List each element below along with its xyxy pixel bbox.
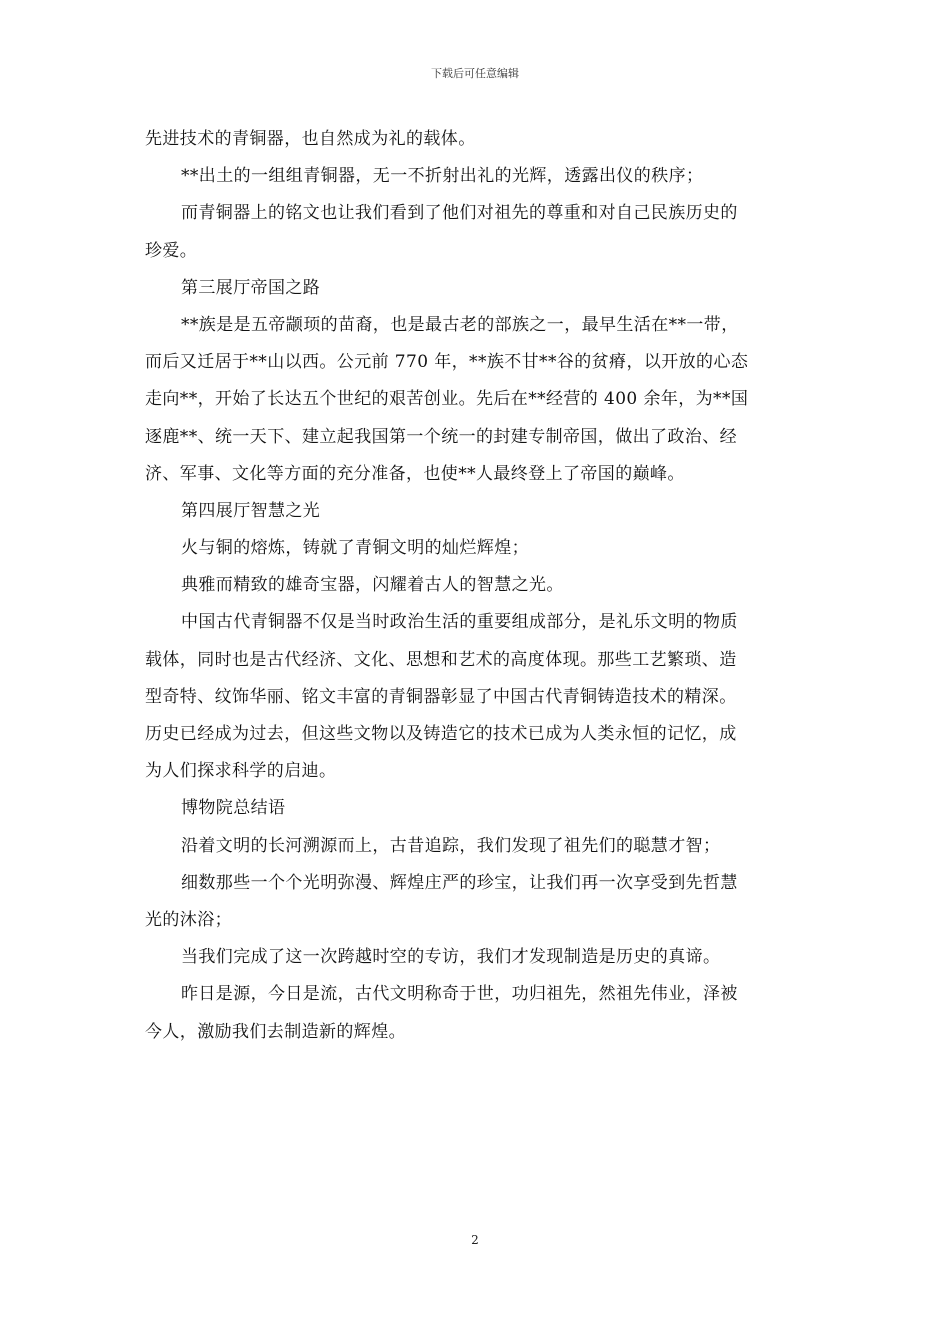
- text-line: 而青铜器上的铭文也让我们看到了他们对祖先的尊重和对自己民族历史的: [181, 203, 738, 224]
- text-line: 而后又迁居于**山以西。公元前 770 年，**族不甘**谷的贫瘠，以开放的心态: [145, 352, 749, 373]
- section-heading: 博物院总结语: [181, 798, 286, 819]
- text-line: 当我们完成了这一次跨越时空的专访，我们才发现制造是历史的真谛。: [181, 947, 721, 968]
- text-line: 今人，激励我们去制造新的辉煌。: [145, 1021, 406, 1042]
- text-line: 细数那些一个个光明弥漫、辉煌庄严的珍宝，让我们再一次享受到先哲慧: [181, 872, 738, 893]
- text-line: 型奇特、纹饰华丽、铭文丰富的青铜器彰显了中国古代青铜铸造技术的精深。: [145, 686, 737, 707]
- section-heading: 第三展厅帝国之路: [181, 277, 321, 298]
- page-number: 2: [471, 1233, 479, 1247]
- text-line: 中国古代青铜器不仅是当时政治生活的重要组成部分，是礼乐文明的物质: [181, 612, 738, 633]
- text-line: 走向**，开始了长达五个世纪的艰苦创业。先后在**经营的 400 余年，为**国: [145, 389, 749, 410]
- text-line: 先进技术的青铜器，也自然成为礼的载体。: [145, 129, 476, 149]
- document-body: [145, 121, 807, 1051]
- text-line: 光的沐浴；: [145, 909, 232, 930]
- text-line: **出土的一组组青铜器，无一不折射出礼的光辉，透露出仪的秩序；: [181, 166, 704, 187]
- text-line: 沿着文明的长河溯源而上，古昔追踪，我们发现了祖先们的聪慧才智；: [181, 835, 721, 856]
- text-line: 珍爱。: [145, 240, 198, 261]
- text-line: 载体，同时也是古代经济、文化、思想和艺术的高度体现。那些工艺繁琐、造: [145, 649, 737, 670]
- text-line: 昨日是源，今日是流，古代文明称奇于世，功归祖先，然祖先伟业，泽被: [181, 984, 738, 1005]
- text-line: 济、军事、文化等方面的充分准备，也使**人最终登上了帝国的巅峰。: [145, 463, 685, 484]
- text-line: **族是是五帝颛顼的苗裔，也是最古老的部族之一，最早生活在**一带，: [181, 314, 739, 335]
- text-line: 逐鹿**、统一天下、建立起我国第一个统一的封建专制帝国，做出了政治、经: [145, 426, 737, 447]
- section-heading: 第四展厅智慧之光: [181, 500, 321, 521]
- text-line: 火与铜的熔炼，铸就了青铜文明的灿烂辉煌；: [181, 538, 529, 559]
- text-line: 典雅而精致的雄奇宝器，闪耀着古人的智慧之光。: [181, 575, 564, 596]
- text-line: 为人们探求科学的启迪。: [145, 761, 337, 782]
- page-header: 下载后可任意编辑: [431, 67, 519, 80]
- text-line: 历史已经成为过去，但这些文物以及铸造它的技术已成为人类永恒的记忆，成: [145, 724, 737, 744]
